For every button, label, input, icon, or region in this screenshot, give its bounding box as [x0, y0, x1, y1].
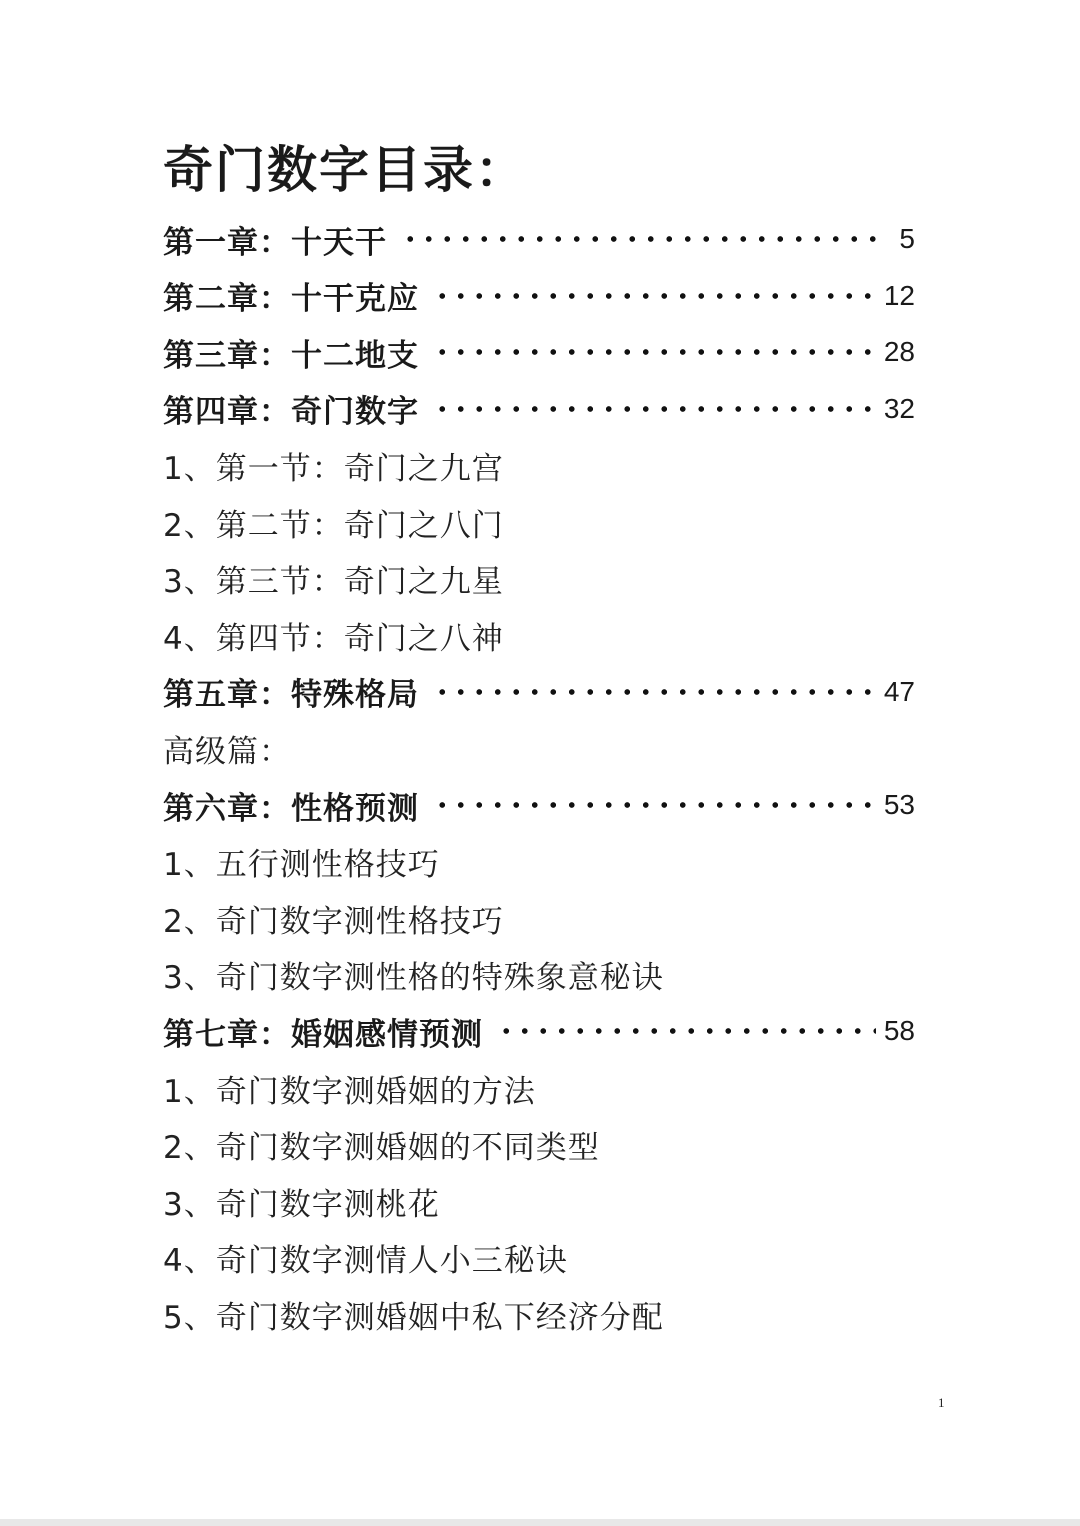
toc-chapter-row: [163, 272, 915, 320]
toc-subsection-row: [163, 1177, 915, 1225]
toc-subsection-row: [163, 555, 915, 603]
dot-leader: [401, 215, 877, 263]
subsection-title: 3、奇门数字测性格的特殊象意秘诀: [163, 960, 664, 997]
toc-subsection-row: [163, 441, 915, 489]
toc-chapter-row: [163, 781, 915, 829]
toc-subsection-row: [163, 1234, 915, 1282]
subsection-title: 1、第一节：奇门之九宫: [163, 450, 504, 487]
chapter-page-number: 28: [883, 336, 915, 368]
toc-chapter-row: [163, 385, 915, 433]
chapter-page-number: 58: [883, 1015, 915, 1047]
subsection-title: 1、五行测性格技巧: [163, 847, 440, 884]
subsection-title: 3、第三节：奇门之九星: [163, 564, 504, 601]
toc-subsection-row: [163, 611, 915, 659]
dot-leader: [497, 1007, 876, 1055]
toc-subsection-row: [163, 951, 915, 999]
chapter-title: 第一章：十天干: [163, 224, 387, 261]
page-title: 奇门数字目录：: [163, 141, 527, 199]
dot-leader: [433, 328, 876, 376]
dot-leader: [433, 668, 876, 716]
toc-subsection-row: [163, 498, 915, 546]
toc-subsection-row: [163, 894, 915, 942]
toc-subsection-row: [163, 1064, 915, 1112]
subsection-title: 4、第四节：奇门之八神: [163, 620, 504, 657]
toc-subsection-row: [163, 1121, 915, 1169]
chapter-page-number: 47: [883, 675, 915, 707]
chapter-page-number: 32: [883, 392, 915, 424]
subsection-title: 2、奇门数字测婚姻的不同类型: [163, 1130, 600, 1167]
dot-leader: [433, 385, 876, 433]
toc-subsection-row: [163, 1290, 915, 1338]
chapter-title: 第四章：奇门数字: [163, 394, 419, 431]
subsection-title: 1、奇门数字测婚姻的方法: [163, 1073, 536, 1110]
toc-subsection-row: [163, 838, 915, 886]
subsection-title: 4、奇门数字测情人小三秘诀: [163, 1243, 568, 1280]
subsection-title: 2、奇门数字测性格技巧: [163, 903, 504, 940]
page-number: 1: [938, 1395, 945, 1410]
dot-leader: [433, 781, 876, 829]
chapter-page-number: 12: [883, 279, 915, 311]
chapter-page-number: 5: [899, 223, 915, 254]
toc-chapter-row: [163, 215, 915, 263]
chapter-title: 第七章：婚姻感情预测: [163, 1016, 483, 1053]
subsection-title: 3、奇门数字测桃花: [163, 1186, 440, 1223]
toc-chapter-row: [163, 1007, 915, 1055]
chapter-title: 第六章：性格预测: [163, 790, 419, 827]
chapter-title: 第三章：十二地支: [163, 337, 419, 374]
chapter-title: 第二章：十干克应: [163, 281, 419, 318]
chapter-title: 第五章：特殊格局: [163, 677, 419, 714]
subsection-title: 高级篇：: [163, 733, 291, 770]
scan-edge: [0, 1519, 1080, 1526]
subsection-title: 5、奇门数字测婚姻中私下经济分配: [163, 1299, 664, 1336]
toc-subsection-row: [163, 724, 915, 772]
toc-chapter-row: [163, 668, 915, 716]
dot-leader: [433, 272, 876, 320]
toc-chapter-row: [163, 328, 915, 376]
subsection-title: 2、第二节：奇门之八门: [163, 507, 504, 544]
chapter-page-number: 53: [883, 789, 915, 820]
